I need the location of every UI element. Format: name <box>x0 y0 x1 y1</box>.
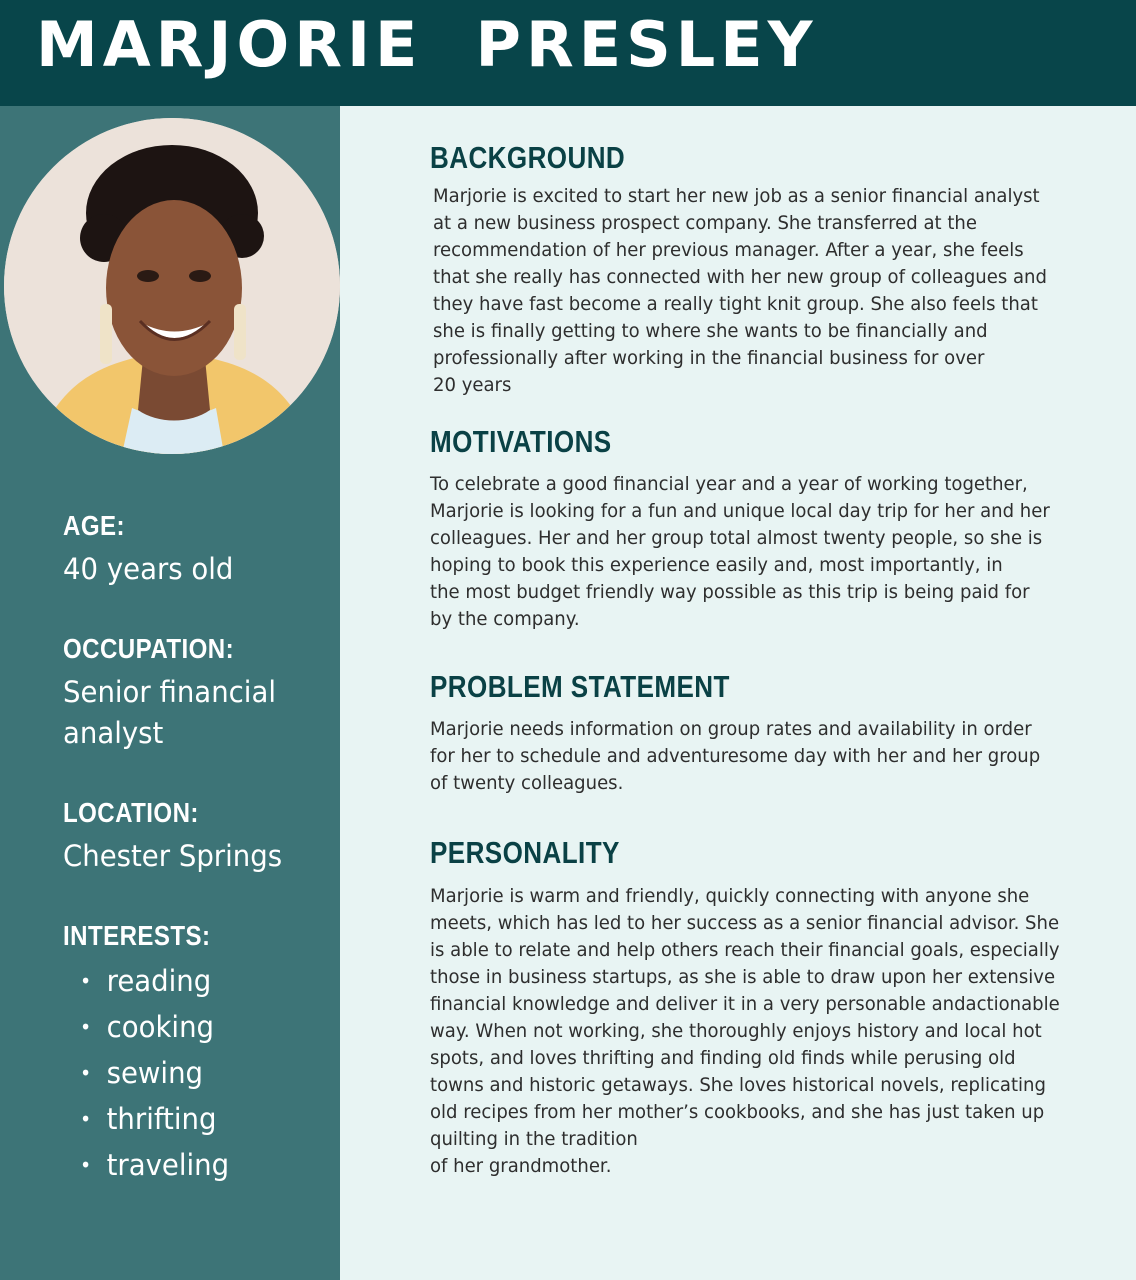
occupation-value-line: analyst <box>63 716 164 750</box>
page-header <box>0 0 1136 106</box>
occupation-label: OCCUPATION: <box>63 633 235 664</box>
text-line: Marjorie needs information on group rates and availability in order <box>430 718 1032 740</box>
problem-statement-heading: PROBLEM STATEMENT <box>430 669 730 704</box>
personality-heading: PERSONALITY <box>430 835 620 870</box>
text-line: 20 years <box>433 374 512 396</box>
interest-text: traveling <box>106 1148 230 1182</box>
location-value: Chester Springs <box>63 839 283 873</box>
list-item <box>80 1050 229 1096</box>
interest-text: thrifting <box>106 1102 217 1136</box>
text-line: of twenty colleagues. <box>430 772 624 794</box>
bullet-icon: • <box>80 969 92 993</box>
motivations-text <box>430 471 1082 633</box>
text-line: is able to relate and help others reach their financial goals, especially <box>430 939 1060 961</box>
problem-statement-text <box>430 716 1072 797</box>
interest-text: reading <box>106 964 212 998</box>
text-line: spots, and loves thrifting and finding old finds while perusing old <box>430 1047 1016 1069</box>
bullet-icon: • <box>80 1015 92 1039</box>
age-label: AGE: <box>63 510 125 541</box>
text-line: the most budget friendly way possible as this trip is being paid for <box>430 581 1030 603</box>
text-line: hoping to book this experience easily and, most importantly, in <box>430 554 1003 576</box>
bullet-icon: • <box>80 1107 92 1131</box>
interests-list <box>80 958 237 1188</box>
text-line: Marjorie is warm and friendly, quickly connecting with anyone she <box>430 885 1030 907</box>
interest-text: sewing <box>106 1056 204 1090</box>
list-item <box>80 1004 229 1050</box>
text-line: professionally after working in the financial business for over <box>433 347 985 369</box>
list-item <box>80 958 229 1004</box>
text-line: those in business startups, as she is able to draw upon her extensive <box>430 966 1056 988</box>
text-line: at a new business prospect company. She transferred at the <box>433 212 977 234</box>
text-line: colleagues. Her and her group total almost twenty people, so she is <box>430 527 1043 549</box>
interest-text: cooking <box>106 1010 215 1044</box>
text-line: old recipes from her mother’s cookbooks, and she has just taken up <box>430 1101 1045 1123</box>
persona-photo <box>4 118 340 454</box>
text-line: for her to schedule and adventuresome day with her and her group <box>430 745 1041 767</box>
text-line: they have fast become a really tight knit group. She also feels that <box>433 293 1038 315</box>
text-line: that she really has connected with her new group of colleagues and <box>433 266 1047 288</box>
location-label: LOCATION: <box>63 797 199 828</box>
motivations-heading: MOTIVATIONS <box>430 424 612 459</box>
text-line: recommendation of her previous manager. After a year, she feels <box>433 239 1024 261</box>
text-line: Marjorie is looking for a fun and unique local day trip for her and her <box>430 500 1050 522</box>
text-line: meets, which has led to her success as a senior financial advisor. She <box>430 912 1060 934</box>
text-line: To celebrate a good financial year and a year of working together, <box>430 473 1028 495</box>
list-item <box>80 1096 229 1142</box>
interests-label: INTERESTS: <box>63 920 211 951</box>
text-line: financial knowledge and deliver it in a very personable andactionable <box>430 993 1060 1015</box>
bullet-icon: • <box>80 1153 92 1177</box>
text-line: of her grandmother. <box>430 1155 612 1177</box>
persona-name: MARJORIE PRESLEY <box>36 8 818 81</box>
background-heading: BACKGROUND <box>430 140 626 175</box>
text-line: by the company. <box>430 608 580 630</box>
background-text <box>433 183 1079 399</box>
bullet-icon: • <box>80 1061 92 1085</box>
text-line: Marjorie is excited to start her new job as a senior financial analyst <box>433 185 1040 207</box>
text-line: way. When not working, she thoroughly enjoys history and local hot <box>430 1020 1042 1042</box>
text-line: towns and historic getaways. She loves historical novels, replicating <box>430 1074 1046 1096</box>
occupation-value-line: Senior financial <box>63 675 276 709</box>
text-line: she is finally getting to where she wants to be financially and <box>433 320 988 342</box>
age-value: 40 years old <box>63 552 234 586</box>
list-item <box>80 1142 229 1188</box>
personality-text <box>430 883 1093 1180</box>
text-line: quilting in the tradition <box>430 1128 638 1150</box>
persona-portrait-image <box>4 118 340 454</box>
